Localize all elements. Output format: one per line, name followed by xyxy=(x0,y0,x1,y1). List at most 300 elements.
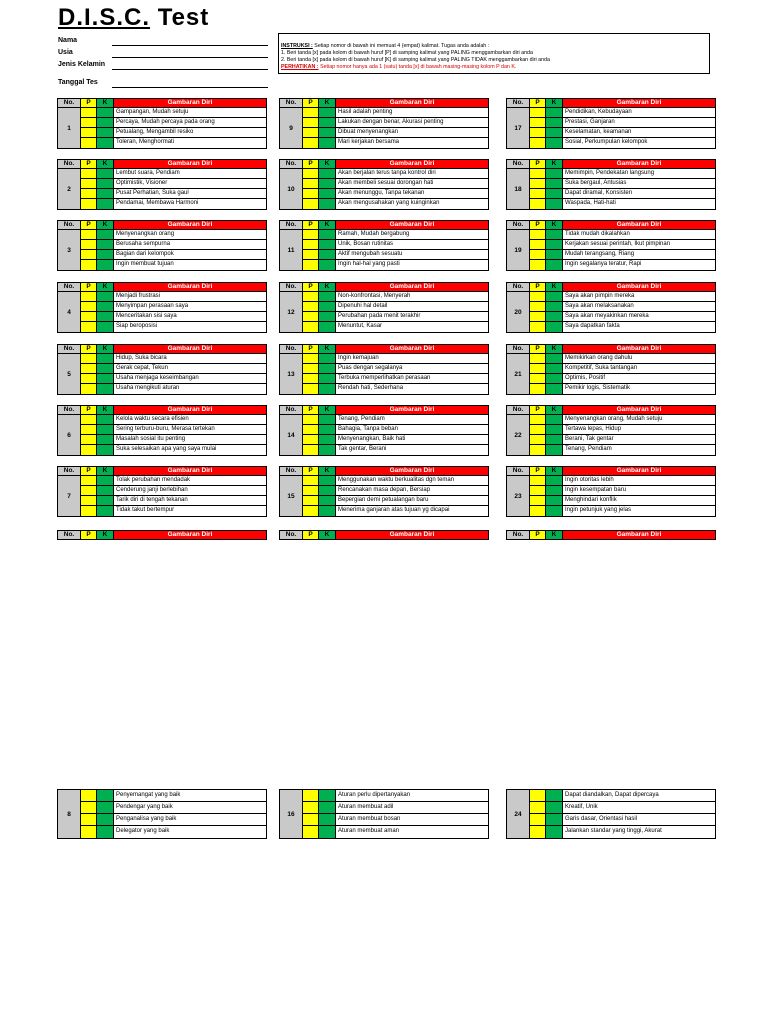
k-checkbox[interactable] xyxy=(319,445,335,455)
k-checkbox[interactable] xyxy=(319,118,335,128)
p-checkbox[interactable] xyxy=(81,189,96,199)
p-checkbox[interactable] xyxy=(530,199,545,209)
p-checkbox[interactable] xyxy=(81,506,96,516)
p-checkbox[interactable] xyxy=(303,138,318,148)
statements xyxy=(336,292,488,332)
statement-item: Optimistik, Visioner xyxy=(114,179,266,189)
k-checkbox[interactable] xyxy=(319,425,335,435)
p-checkbox[interactable] xyxy=(81,435,96,445)
k-checkbox[interactable] xyxy=(97,476,113,486)
k-checkbox[interactable] xyxy=(319,128,335,138)
p-checkbox[interactable] xyxy=(303,199,318,209)
p-checkbox[interactable] xyxy=(81,322,96,332)
p-checkbox[interactable] xyxy=(530,260,545,270)
page-title xyxy=(58,4,209,32)
k-checkbox[interactable] xyxy=(546,486,562,496)
group-header xyxy=(506,220,716,230)
statement-item: Percaya, Mudah percaya pada orang xyxy=(114,118,266,128)
k-checkbox[interactable] xyxy=(319,250,335,260)
group-header xyxy=(57,159,267,169)
p-checkbox[interactable] xyxy=(530,364,545,374)
p-checkbox[interactable] xyxy=(81,292,96,302)
question-group-header-only xyxy=(279,530,489,540)
k-checkbox[interactable] xyxy=(97,260,113,270)
k-checkbox[interactable] xyxy=(546,312,562,322)
p-checkbox[interactable] xyxy=(530,169,545,179)
k-column xyxy=(546,108,563,148)
statement-item: Tertawa lepas, Hidup xyxy=(563,425,715,435)
k-checkbox[interactable] xyxy=(546,240,562,250)
statement-item: Optimis, Positif xyxy=(563,374,715,384)
statements xyxy=(114,415,266,455)
k-checkbox[interactable] xyxy=(319,189,335,199)
p-checkbox[interactable] xyxy=(303,169,318,179)
k-checkbox[interactable] xyxy=(319,302,335,312)
statement-item: Menyenangkan orang xyxy=(114,230,266,240)
p-checkbox[interactable] xyxy=(303,384,318,394)
k-checkbox[interactable] xyxy=(546,435,562,445)
header-no: No. xyxy=(280,345,303,353)
p-checkbox[interactable] xyxy=(81,802,96,814)
k-checkbox[interactable] xyxy=(319,108,335,118)
statement-item: Suka selesaikan apa yang saya mulai xyxy=(116,446,217,452)
k-checkbox[interactable] xyxy=(319,435,335,445)
header-no: No. xyxy=(280,467,303,475)
k-column xyxy=(319,476,336,516)
k-checkbox[interactable] xyxy=(546,230,562,240)
p-checkbox[interactable] xyxy=(303,250,318,260)
k-checkbox[interactable] xyxy=(97,138,113,148)
k-checkbox[interactable] xyxy=(546,199,562,209)
header-k: K xyxy=(546,345,563,353)
p-checkbox[interactable] xyxy=(303,108,318,118)
k-checkbox[interactable] xyxy=(546,476,562,486)
group-number: 16 xyxy=(280,790,303,838)
k-checkbox[interactable] xyxy=(546,322,562,332)
p-checkbox[interactable] xyxy=(81,364,96,374)
p-checkbox[interactable] xyxy=(303,189,318,199)
group-body xyxy=(57,476,267,517)
group-number: 5 xyxy=(58,354,81,394)
header-p: P xyxy=(530,531,546,539)
p-checkbox[interactable] xyxy=(303,364,318,374)
p-checkbox[interactable] xyxy=(530,814,545,826)
p-checkbox[interactable] xyxy=(81,312,96,322)
k-checkbox[interactable] xyxy=(319,384,335,394)
k-checkbox[interactable] xyxy=(546,179,562,189)
k-checkbox[interactable] xyxy=(97,312,113,322)
p-checkbox[interactable] xyxy=(303,415,318,425)
k-checkbox[interactable] xyxy=(319,374,335,384)
k-checkbox[interactable] xyxy=(97,790,113,802)
header-p: P xyxy=(81,160,97,168)
k-checkbox[interactable] xyxy=(97,374,113,384)
k-checkbox[interactable] xyxy=(319,486,335,496)
k-checkbox[interactable] xyxy=(97,435,113,445)
instructions-box xyxy=(278,33,710,74)
header-k: K xyxy=(319,99,336,107)
p-checkbox[interactable] xyxy=(303,425,318,435)
p-checkbox[interactable] xyxy=(81,230,96,240)
k-checkbox[interactable] xyxy=(546,802,562,814)
p-column xyxy=(81,108,97,148)
header-gambaran: Gambaran Diri xyxy=(114,406,266,414)
p-checkbox[interactable] xyxy=(530,435,545,445)
p-checkbox[interactable] xyxy=(303,292,318,302)
statements xyxy=(114,108,266,148)
p-checkbox[interactable] xyxy=(81,425,96,435)
k-checkbox[interactable] xyxy=(546,354,562,364)
k-checkbox[interactable] xyxy=(546,496,562,506)
p-checkbox[interactable] xyxy=(303,802,318,814)
statement-item: Menceritakan sisi saya xyxy=(114,312,266,322)
header-no: No. xyxy=(507,467,530,475)
p-checkbox[interactable] xyxy=(303,814,318,826)
p-column xyxy=(530,169,546,209)
header-gambaran: Gambaran Diri xyxy=(563,531,715,539)
usia-field[interactable] xyxy=(112,57,268,58)
k-checkbox[interactable] xyxy=(546,128,562,138)
p-checkbox[interactable] xyxy=(530,790,545,802)
statement-item: Gerak cepat, Tekun xyxy=(114,364,266,374)
group-body xyxy=(506,415,716,456)
jenis-kelamin-field[interactable] xyxy=(112,69,268,70)
k-checkbox[interactable] xyxy=(546,118,562,128)
k-checkbox[interactable] xyxy=(319,506,335,516)
group-header xyxy=(279,344,489,354)
p-checkbox[interactable] xyxy=(81,814,96,826)
header-no: No. xyxy=(58,406,81,414)
p-checkbox[interactable] xyxy=(303,240,318,250)
p-checkbox[interactable] xyxy=(530,354,545,364)
p-checkbox[interactable] xyxy=(81,826,96,838)
k-checkbox[interactable] xyxy=(97,496,113,506)
k-column xyxy=(546,790,563,838)
k-checkbox[interactable] xyxy=(319,240,335,250)
p-checkbox[interactable] xyxy=(81,476,96,486)
k-checkbox[interactable] xyxy=(546,826,562,838)
k-checkbox[interactable] xyxy=(97,240,113,250)
warning-label: PERHATIKAN : xyxy=(281,64,319,70)
k-checkbox[interactable] xyxy=(319,415,335,425)
k-checkbox[interactable] xyxy=(97,384,113,394)
p-checkbox[interactable] xyxy=(530,374,545,384)
statement-item: Ingin petunjuk yang jelas xyxy=(565,507,632,513)
header-k: K xyxy=(319,406,336,414)
nama-field[interactable] xyxy=(112,45,268,46)
k-checkbox[interactable] xyxy=(97,302,113,312)
p-checkbox[interactable] xyxy=(303,128,318,138)
group-header xyxy=(506,98,716,108)
k-checkbox[interactable] xyxy=(319,322,335,332)
p-checkbox[interactable] xyxy=(303,486,318,496)
statement-item: Menyenangkan, Baik hati xyxy=(336,435,488,445)
k-checkbox[interactable] xyxy=(319,169,335,179)
k-checkbox[interactable] xyxy=(319,260,335,270)
header-k: K xyxy=(319,221,336,229)
p-checkbox[interactable] xyxy=(530,496,545,506)
k-checkbox[interactable] xyxy=(97,199,113,209)
header-p: P xyxy=(303,531,319,539)
k-checkbox[interactable] xyxy=(546,169,562,179)
p-column xyxy=(530,230,546,270)
field-label-nama: Nama xyxy=(58,37,78,44)
k-checkbox[interactable] xyxy=(319,199,335,209)
k-checkbox[interactable] xyxy=(97,415,113,425)
statement-item: Kerjakan sesuai perintah, Ikut pimpinan xyxy=(563,240,715,250)
header-p: P xyxy=(530,99,546,107)
statement-item: Tolak perubahan mendadak xyxy=(114,476,266,486)
p-checkbox[interactable] xyxy=(303,302,318,312)
k-checkbox[interactable] xyxy=(97,292,113,302)
p-checkbox[interactable] xyxy=(530,802,545,814)
header-gambaran: Gambaran Diri xyxy=(336,99,488,107)
p-checkbox[interactable] xyxy=(303,506,318,516)
k-checkbox[interactable] xyxy=(546,814,562,826)
k-checkbox[interactable] xyxy=(319,312,335,322)
p-checkbox[interactable] xyxy=(303,435,318,445)
p-checkbox[interactable] xyxy=(81,445,96,455)
k-checkbox[interactable] xyxy=(97,354,113,364)
k-checkbox[interactable] xyxy=(319,496,335,506)
statement-item: Saya akan pimpin mereka xyxy=(563,292,715,302)
k-checkbox[interactable] xyxy=(97,486,113,496)
group-body xyxy=(57,354,267,395)
k-checkbox[interactable] xyxy=(97,189,113,199)
p-checkbox[interactable] xyxy=(530,108,545,118)
group-header xyxy=(57,220,267,230)
k-checkbox[interactable] xyxy=(319,292,335,302)
p-checkbox[interactable] xyxy=(303,826,318,838)
k-checkbox[interactable] xyxy=(319,354,335,364)
p-checkbox[interactable] xyxy=(81,199,96,209)
k-checkbox[interactable] xyxy=(546,506,562,516)
k-checkbox[interactable] xyxy=(319,826,335,838)
p-checkbox[interactable] xyxy=(81,486,96,496)
statement-item: Tak gentar, Berani xyxy=(338,446,387,452)
group-header xyxy=(279,282,489,292)
p-checkbox[interactable] xyxy=(81,108,96,118)
question-group xyxy=(506,98,716,149)
p-checkbox[interactable] xyxy=(530,415,545,425)
k-checkbox[interactable] xyxy=(546,374,562,384)
group-number: 22 xyxy=(507,415,530,455)
p-checkbox[interactable] xyxy=(81,496,96,506)
p-checkbox[interactable] xyxy=(303,260,318,270)
p-checkbox[interactable] xyxy=(530,230,545,240)
group-header xyxy=(506,282,716,292)
p-checkbox[interactable] xyxy=(530,445,545,455)
k-checkbox[interactable] xyxy=(97,506,113,516)
header-no: No. xyxy=(507,99,530,107)
group-number: 4 xyxy=(58,292,81,332)
k-checkbox[interactable] xyxy=(546,260,562,270)
p-checkbox[interactable] xyxy=(81,169,96,179)
header-gambaran: Gambaran Diri xyxy=(563,406,715,414)
p-checkbox[interactable] xyxy=(81,260,96,270)
statement-item: Menerima ganjaran atas tujuan yg dicapai xyxy=(338,507,450,513)
k-checkbox[interactable] xyxy=(97,118,113,128)
k-column xyxy=(546,292,563,332)
question-group xyxy=(279,159,489,210)
tanggal-tes-field[interactable] xyxy=(112,87,268,88)
p-column xyxy=(530,354,546,394)
instructions-heading: INSTRUKSI : xyxy=(281,43,313,49)
k-checkbox[interactable] xyxy=(319,138,335,148)
p-checkbox[interactable] xyxy=(81,302,96,312)
statement-item: Tenang, Pendiam xyxy=(336,415,488,425)
k-checkbox[interactable] xyxy=(97,322,113,332)
k-checkbox[interactable] xyxy=(319,364,335,374)
instructions-line2: 1. Beri tanda [x] pada kolom di bawah huruf [P] di samping kalimat yang PALING menggambarkan diri anda xyxy=(281,50,533,56)
p-checkbox[interactable] xyxy=(303,354,318,364)
p-checkbox[interactable] xyxy=(81,384,96,394)
k-column xyxy=(546,169,563,209)
header-gambaran: Gambaran Diri xyxy=(336,531,488,539)
statement-item: Masalah sosial itu penting xyxy=(114,435,266,445)
p-checkbox[interactable] xyxy=(81,250,96,260)
p-checkbox[interactable] xyxy=(303,118,318,128)
k-checkbox[interactable] xyxy=(546,250,562,260)
header-no: No. xyxy=(507,345,530,353)
statement-item: Dipenuhi hal detail xyxy=(336,302,488,312)
p-checkbox[interactable] xyxy=(81,138,96,148)
p-checkbox[interactable] xyxy=(530,292,545,302)
k-checkbox[interactable] xyxy=(97,425,113,435)
header-no: No. xyxy=(58,160,81,168)
p-checkbox[interactable] xyxy=(303,790,318,802)
k-checkbox[interactable] xyxy=(97,826,113,838)
p-checkbox[interactable] xyxy=(530,128,545,138)
p-checkbox[interactable] xyxy=(81,118,96,128)
statement-item: Usaha mengikuti aturan xyxy=(116,385,180,391)
statements xyxy=(336,169,488,209)
k-column xyxy=(97,415,114,455)
k-checkbox[interactable] xyxy=(546,108,562,118)
p-checkbox[interactable] xyxy=(530,826,545,838)
p-checkbox[interactable] xyxy=(303,230,318,240)
k-checkbox[interactable] xyxy=(319,790,335,802)
p-checkbox[interactable] xyxy=(530,322,545,332)
p-checkbox[interactable] xyxy=(530,384,545,394)
k-checkbox[interactable] xyxy=(97,364,113,374)
p-checkbox[interactable] xyxy=(303,445,318,455)
p-checkbox[interactable] xyxy=(81,790,96,802)
p-checkbox[interactable] xyxy=(530,118,545,128)
k-checkbox[interactable] xyxy=(97,179,113,189)
group-body xyxy=(279,790,489,839)
statement-item: Berani, Tak gentar xyxy=(563,435,715,445)
k-checkbox[interactable] xyxy=(97,128,113,138)
k-checkbox[interactable] xyxy=(546,138,562,148)
k-checkbox[interactable] xyxy=(546,292,562,302)
k-checkbox[interactable] xyxy=(319,230,335,240)
p-checkbox[interactable] xyxy=(530,240,545,250)
k-checkbox[interactable] xyxy=(319,802,335,814)
p-checkbox[interactable] xyxy=(530,250,545,260)
p-checkbox[interactable] xyxy=(530,425,545,435)
k-checkbox[interactable] xyxy=(546,790,562,802)
k-checkbox[interactable] xyxy=(97,445,113,455)
header-k: K xyxy=(319,531,336,539)
header-gambaran: Gambaran Diri xyxy=(114,221,266,229)
k-checkbox[interactable] xyxy=(546,189,562,199)
statement-item: Ingin otoritas lebih xyxy=(563,476,715,486)
k-checkbox[interactable] xyxy=(97,230,113,240)
k-checkbox[interactable] xyxy=(97,802,113,814)
header-gambaran: Gambaran Diri xyxy=(336,221,488,229)
p-checkbox[interactable] xyxy=(530,312,545,322)
p-checkbox[interactable] xyxy=(530,476,545,486)
instructions-line1: Setiap nomor di bawah ini memuat 4 (empat) kalimat. Tugas anda adalah : xyxy=(314,43,490,49)
statement-item: Garis dasar, Orientasi hasil xyxy=(563,814,715,826)
header-no: No. xyxy=(507,406,530,414)
k-checkbox[interactable] xyxy=(319,814,335,826)
k-checkbox[interactable] xyxy=(546,445,562,455)
statement-item: Pendamai, Membawa Harmoni xyxy=(116,200,199,206)
group-number: 13 xyxy=(280,354,303,394)
statement-item: Menyenangkan orang, Mudah setuju xyxy=(563,415,715,425)
p-checkbox[interactable] xyxy=(303,496,318,506)
k-column xyxy=(319,230,336,270)
question-group xyxy=(279,98,489,149)
p-checkbox[interactable] xyxy=(81,415,96,425)
p-checkbox[interactable] xyxy=(303,179,318,189)
k-column xyxy=(546,476,563,516)
group-header xyxy=(279,159,489,169)
k-checkbox[interactable] xyxy=(97,814,113,826)
p-checkbox[interactable] xyxy=(530,179,545,189)
p-checkbox[interactable] xyxy=(81,374,96,384)
p-checkbox[interactable] xyxy=(303,312,318,322)
k-checkbox[interactable] xyxy=(97,108,113,118)
p-checkbox[interactable] xyxy=(303,476,318,486)
p-checkbox[interactable] xyxy=(530,189,545,199)
statements xyxy=(336,790,488,838)
k-checkbox[interactable] xyxy=(319,179,335,189)
k-checkbox[interactable] xyxy=(97,169,113,179)
statements xyxy=(563,292,715,332)
header-k: K xyxy=(97,406,114,414)
p-checkbox[interactable] xyxy=(81,354,96,364)
k-checkbox[interactable] xyxy=(319,476,335,486)
statement-item: Kompetitif, Suka tantangan xyxy=(563,364,715,374)
warning-text: Setiap nomor hanya ada 1 (satu) tanda [x] di bawah masing-masing kolom P dan K. xyxy=(320,64,517,70)
k-checkbox[interactable] xyxy=(546,425,562,435)
k-checkbox[interactable] xyxy=(546,384,562,394)
p-checkbox[interactable] xyxy=(530,138,545,148)
p-checkbox[interactable] xyxy=(81,240,96,250)
k-checkbox[interactable] xyxy=(546,302,562,312)
k-checkbox[interactable] xyxy=(546,415,562,425)
p-checkbox[interactable] xyxy=(530,506,545,516)
statement-item: Bagian dari kelompok xyxy=(114,250,266,260)
group-body xyxy=(506,476,716,517)
statement-item: Aturan membuat aman xyxy=(338,828,400,834)
k-checkbox[interactable] xyxy=(97,250,113,260)
statements xyxy=(563,476,715,516)
group-body xyxy=(279,476,489,517)
p-checkbox[interactable] xyxy=(530,486,545,496)
p-checkbox[interactable] xyxy=(530,302,545,312)
statement-item: Ingin hal-hal yang pasti xyxy=(338,261,400,267)
k-checkbox[interactable] xyxy=(546,364,562,374)
p-checkbox[interactable] xyxy=(81,179,96,189)
p-checkbox[interactable] xyxy=(303,322,318,332)
group-header xyxy=(506,344,716,354)
p-checkbox[interactable] xyxy=(81,128,96,138)
p-checkbox[interactable] xyxy=(303,374,318,384)
